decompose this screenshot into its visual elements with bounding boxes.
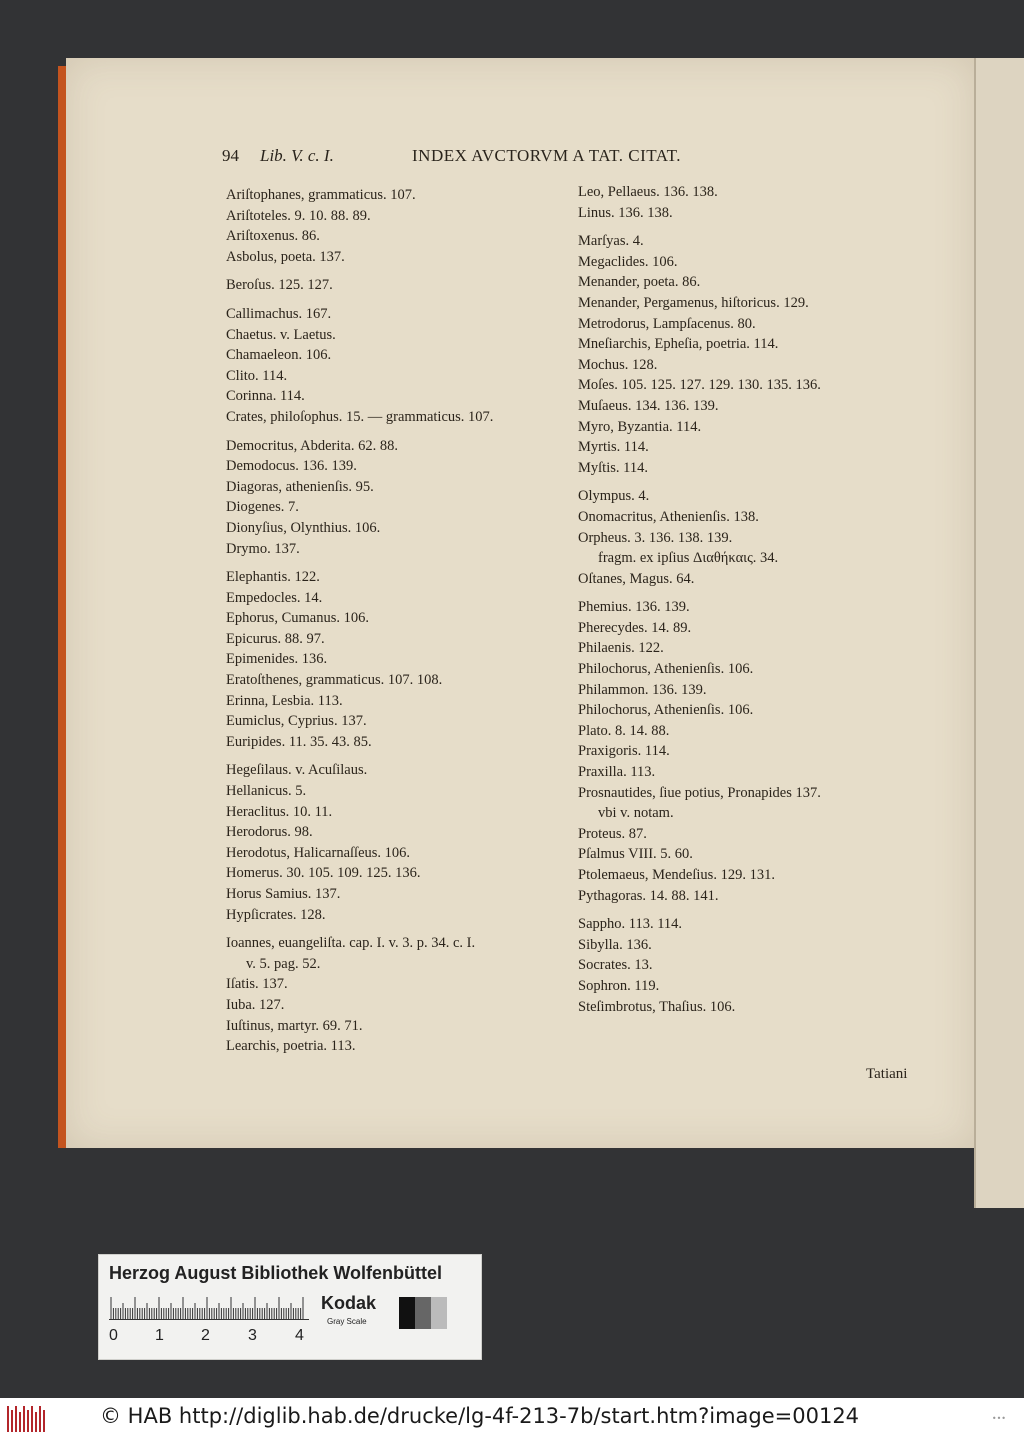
index-entry: Socrates. 13.	[578, 957, 653, 974]
ruler-number: 4	[295, 1327, 304, 1344]
index-entry: Asbolus, poeta. 137.	[226, 248, 345, 265]
index-column-left	[226, 185, 493, 1057]
gray-scale-label: Gray Scale	[327, 1317, 367, 1326]
index-entry: Philochorus, Athenienſis. 106.	[578, 661, 754, 678]
index-entry: Iuſtinus, martyr. 69. 71.	[226, 1017, 363, 1034]
index-entry: Beroſus. 125. 127.	[226, 277, 333, 294]
index-entry: Mochus. 128.	[578, 356, 658, 373]
index-entry: Crates, philoſophus. 15. — grammaticus. 107.	[226, 408, 494, 425]
index-entry: Herodotus, Halicarnaſſeus. 106.	[226, 844, 411, 861]
index-entry: Ioannes, euangeliſta. cap. I. v. 3. p. 34. c. I.	[226, 935, 476, 952]
more-icon: •••	[991, 1414, 1006, 1423]
page-title: INDEX AVCTORVM A TAT. CITAT.	[412, 146, 682, 165]
gray-swatch-dark	[415, 1297, 431, 1329]
index-entry: Iſatis. 137.	[226, 976, 288, 993]
facing-page-edge	[974, 58, 1024, 1208]
ruler-number: 1	[155, 1327, 164, 1344]
index-entry: Philammon. 136. 139.	[578, 681, 707, 698]
index-entry: Leo, Pellaeus. 136. 138.	[578, 184, 718, 200]
index-entry: Muſaeus. 134. 136. 139.	[578, 397, 719, 414]
index-gap	[578, 478, 821, 486]
index-entry: Dionyſius, Olynthius. 106.	[226, 519, 381, 536]
index-entry: Homerus. 30. 105. 109. 125. 136.	[226, 865, 421, 882]
ruler-number: 2	[201, 1327, 210, 1344]
index-gap	[578, 906, 821, 914]
index-entry: Sibylla. 136.	[578, 936, 652, 953]
index-gap	[226, 428, 493, 436]
index-entry: Hypſicrates. 128.	[226, 906, 326, 923]
ruler-number: 3	[248, 1327, 257, 1344]
ruler-ticks	[109, 1295, 309, 1319]
footer-bar	[0, 1398, 1024, 1440]
index-entry: Menander, Pergamenus, hiſtoricus. 129.	[578, 294, 809, 311]
index-entry: Phemius. 136. 139.	[578, 599, 690, 616]
index-entry: Menander, poeta. 86.	[578, 274, 701, 291]
index-entry: Plato. 8. 14. 88.	[578, 722, 670, 739]
index-entry: Corinna. 114.	[226, 388, 305, 405]
index-entry: Onomacritus, Athenienſis. 138.	[578, 508, 759, 525]
index-entry: Philochorus, Athenienſis. 106.	[578, 702, 754, 719]
index-entry: Democritus, Abderita. 62. 88.	[226, 437, 398, 454]
index-entry: Herodorus. 98.	[226, 824, 313, 841]
index-entry: Heraclitus. 10. 11.	[226, 803, 333, 820]
index-entry: v. 5. pag. 52.	[246, 955, 321, 972]
index-entry: Pſalmus VIII. 5. 60.	[578, 846, 693, 863]
book-page	[66, 58, 974, 1148]
index-entry: Ptolemaeus, Mendeſius. 129. 131.	[578, 867, 775, 883]
index-gap	[578, 223, 821, 231]
index-entry: Chaetus. v. Laetus.	[226, 326, 336, 343]
index-entry: Horus Samius. 137.	[226, 886, 341, 902]
index-entry: Proteus. 87.	[578, 825, 647, 842]
index-column-right	[578, 182, 821, 1017]
index-gap	[578, 589, 821, 597]
index-entry: vbi v. notam.	[598, 805, 674, 822]
index-entry: Hegeſilaus. v. Acuſilaus.	[226, 762, 368, 779]
index-entry: Clito. 114.	[226, 367, 288, 384]
index-entry: Empedocles. 14.	[226, 589, 323, 606]
index-entry: Epimenides. 136.	[226, 651, 328, 668]
index-entry: Sappho. 113. 114.	[578, 916, 683, 933]
index-entry: Metrodorus, Lampſacenus. 80.	[578, 315, 756, 332]
gray-swatch-black	[399, 1297, 415, 1329]
index-entry: Demodocus. 136. 139.	[226, 458, 357, 475]
page-number: 94	[222, 146, 239, 165]
index-entry: Sophron. 119.	[578, 977, 660, 994]
index-entry: Drymo. 137.	[226, 540, 300, 557]
ruler-number: 0	[109, 1327, 118, 1344]
catchword: Tatiani	[866, 1066, 908, 1082]
color-calibration-card	[98, 1254, 482, 1360]
index-gap	[226, 267, 493, 275]
index-entry: Elephantis. 122.	[226, 569, 320, 586]
index-entry: Ariſtophanes, grammaticus. 107.	[226, 187, 416, 203]
index-entry: Olympus. 4.	[578, 488, 650, 505]
index-gap	[226, 296, 493, 304]
index-entry: Euripides. 11. 35. 43. 85.	[226, 733, 372, 750]
kodak-logo: Kodak	[321, 1293, 377, 1313]
index-entry: Learchis, poetria. 113.	[226, 1038, 356, 1055]
index-gap	[226, 752, 493, 760]
index-entry: Diagoras, athenienſis. 95.	[226, 478, 374, 495]
index-entry: Oſtanes, Magus. 64.	[578, 570, 695, 587]
index-entry: Praxilla. 113.	[578, 764, 656, 781]
index-entry: Ariſtoxenus. 86.	[226, 228, 320, 245]
index-entry: fragm. ex ipſius Διαθήκαις. 34.	[598, 550, 779, 567]
index-entry: Eratoſthenes, grammaticus. 107. 108.	[226, 672, 443, 689]
index-entry: Iuba. 127.	[226, 996, 285, 1013]
index-entry: Hellanicus. 5.	[226, 783, 307, 800]
index-entry: Mneſiarchis, Epheſia, poetria. 114.	[578, 336, 779, 353]
index-entry: Erinna, Lesbia. 113.	[226, 692, 343, 709]
index-entry: Myro, Byzantia. 114.	[578, 418, 702, 435]
index-entry: Linus. 136. 138.	[578, 204, 673, 221]
index-entry: Callimachus. 167.	[226, 305, 332, 322]
index-entry: Prosnautides, ſiue potius, Pronapides 137.	[578, 784, 821, 801]
gray-swatch-light	[431, 1297, 447, 1329]
index-entry: Diogenes. 7.	[226, 499, 299, 516]
index-entry: Chamaeleon. 106.	[226, 347, 332, 364]
index-entry: Marſyas. 4.	[578, 233, 644, 250]
index-entry: Praxigoris. 114.	[578, 743, 670, 760]
copyright-url[interactable]: © HAB http://diglib.hab.de/drucke/lg-4f-213-7b/start.htm?image=00124	[100, 1404, 860, 1428]
index-entry: Myſtis. 114.	[578, 459, 648, 476]
institution-name: Herzog August Bibliothek Wolfenbüttel	[109, 1263, 442, 1283]
page-edge	[58, 66, 66, 1148]
index-entry: Pythagoras. 14. 88. 141.	[578, 887, 719, 904]
index-entry: Pherecydes. 14. 89.	[578, 619, 692, 636]
ruler	[109, 1295, 309, 1320]
index-entry: Moſes. 105. 125. 127. 129. 130. 135. 136.	[578, 377, 821, 394]
index-gap	[226, 925, 493, 933]
index-entry: Steſimbrotus, Thaſius. 106.	[578, 998, 736, 1015]
index-entry: Philaenis. 122.	[578, 640, 664, 657]
index-entry: Orpheus. 3. 136. 138. 139.	[578, 529, 733, 546]
index-entry: Ephorus, Cumanus. 106.	[226, 610, 369, 627]
index-entry: Myrtis. 114.	[578, 439, 649, 456]
index-entry: Megaclides. 106.	[578, 253, 678, 270]
index-gap	[226, 559, 493, 567]
index-entry: Epicurus. 88. 97.	[226, 630, 325, 647]
hab-logo-icon	[6, 1404, 48, 1434]
section-marker: Lib. V. c. I.	[260, 146, 334, 165]
index-entry: Ariſtoteles. 9. 10. 88. 89.	[226, 207, 371, 224]
index-entry: Eumiclus, Cyprius. 137.	[226, 713, 367, 730]
